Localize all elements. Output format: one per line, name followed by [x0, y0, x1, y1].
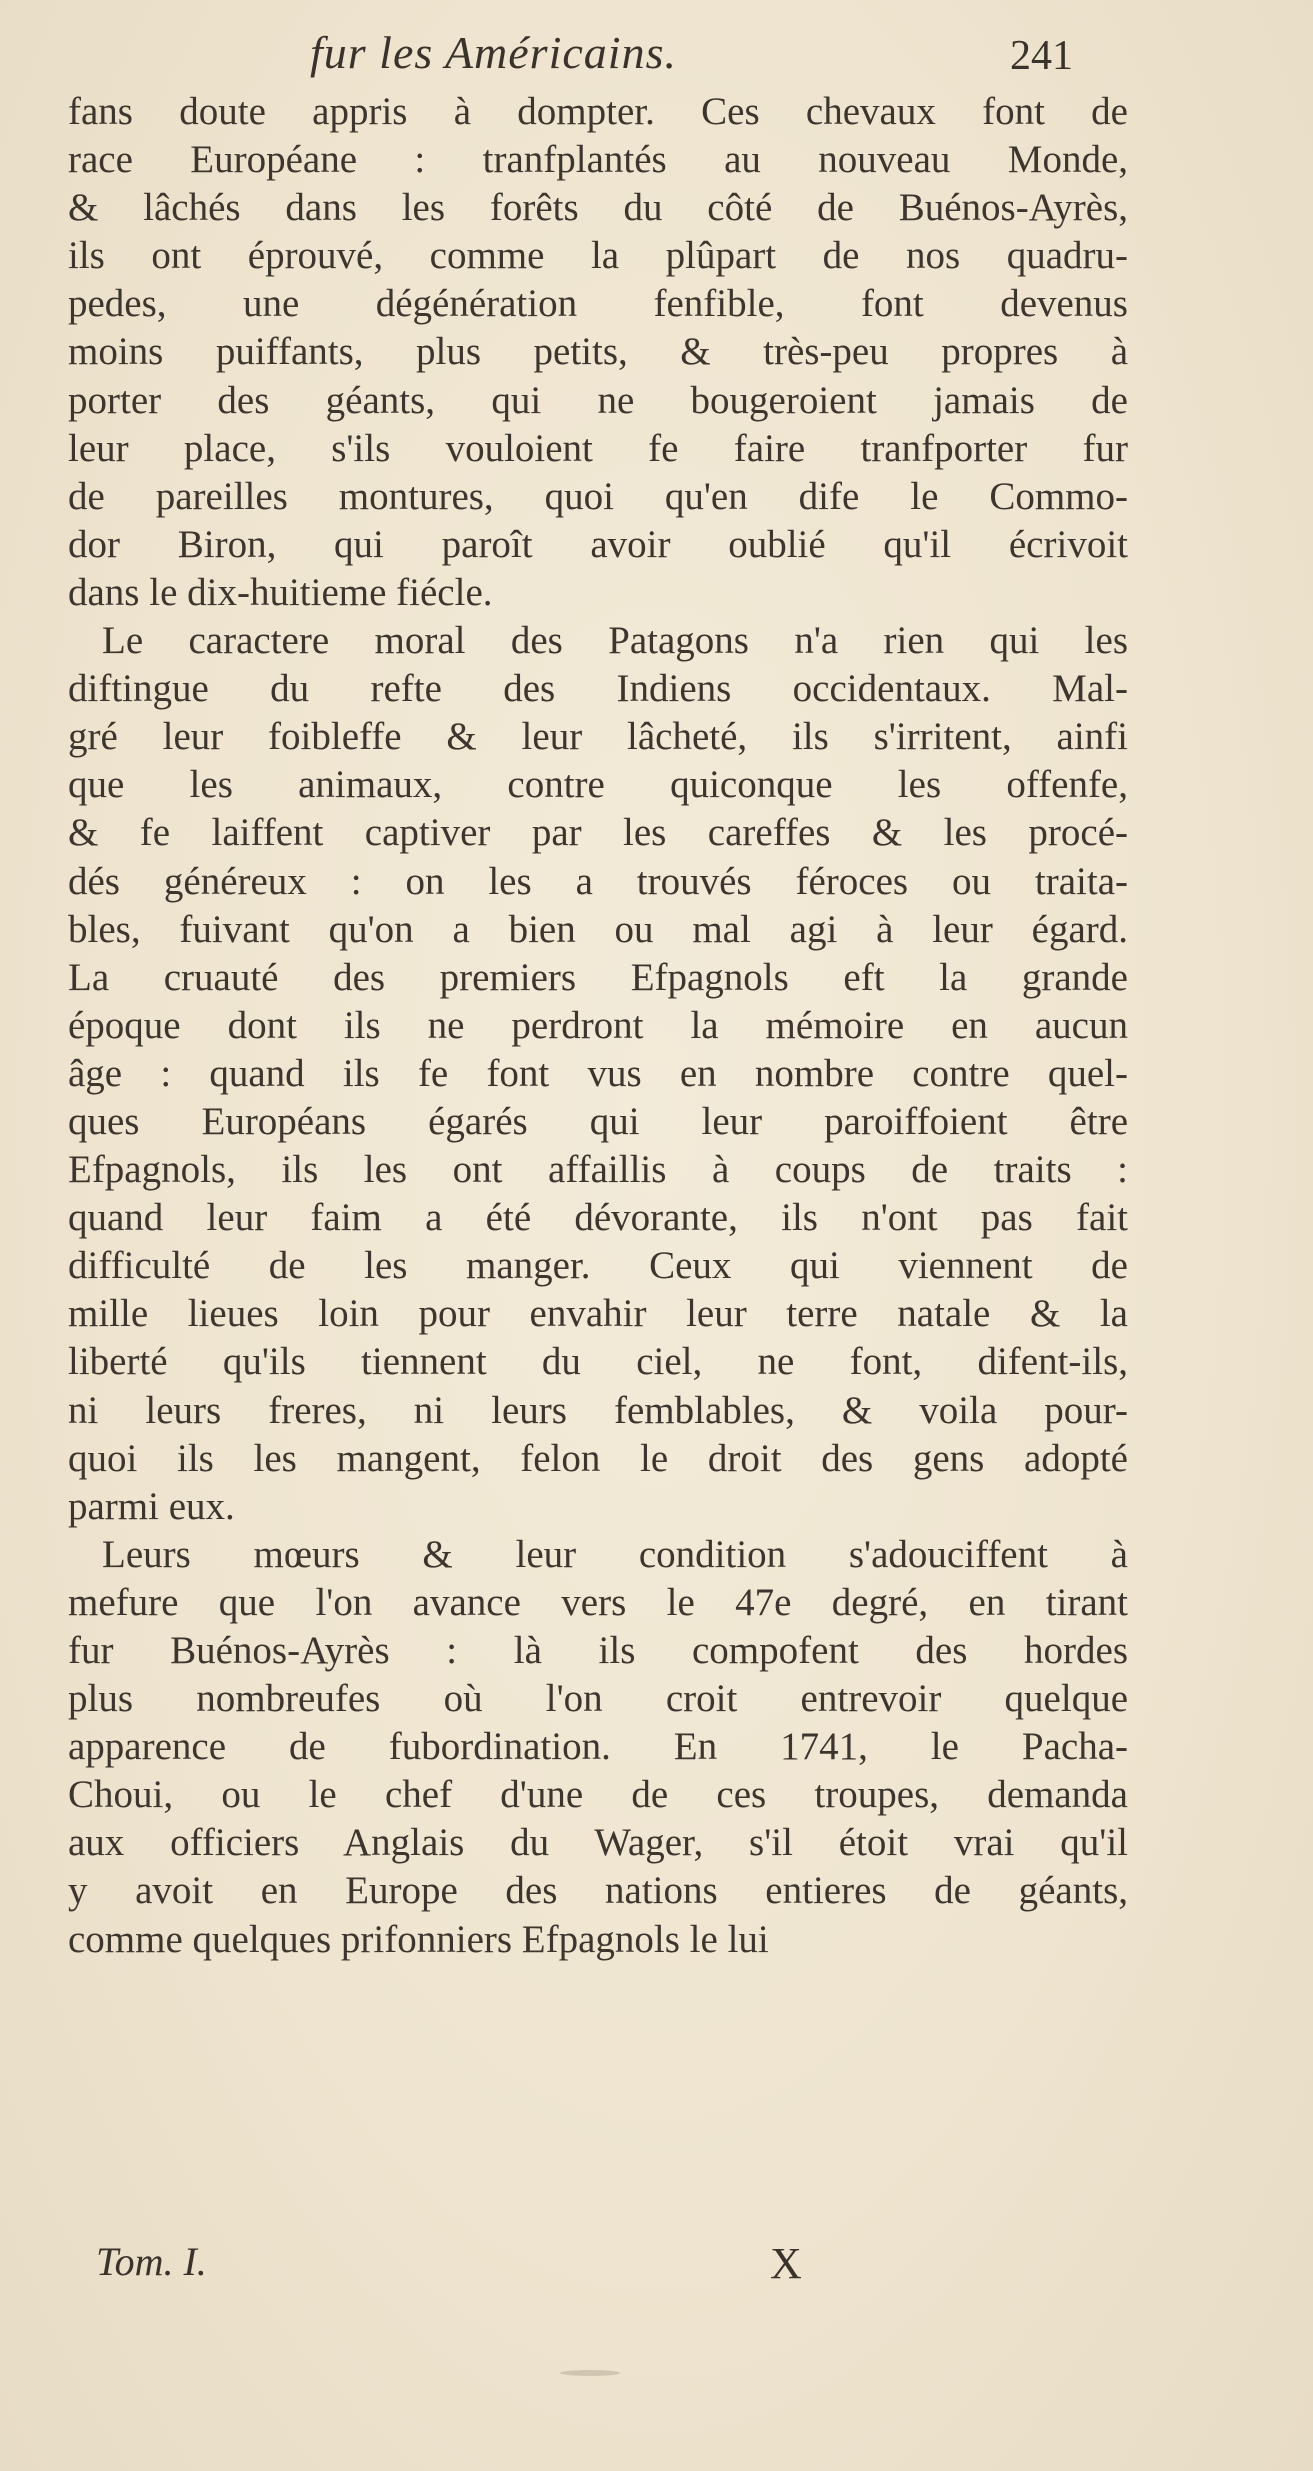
text-line: gré leur foibleffe & leur lâcheté, ils s'irritent, ainfi	[68, 715, 1128, 759]
text-line: apparence de fubordination. En 1741, le Pacha-	[68, 1725, 1128, 1769]
text-line: Leurs mœurs & leur condition s'adouciffent à	[102, 1532, 1128, 1576]
text-line: dans le dix-huitieme fiécle.	[68, 570, 493, 614]
text-line: ils ont éprouvé, comme la plûpart de nos quadru-	[68, 234, 1128, 278]
text-line: leur place, s'ils vouloient fe faire tranfporter fur	[68, 426, 1128, 470]
page-number: 241	[1010, 33, 1073, 79]
running-title: fur les Américains.	[310, 27, 677, 78]
text-line: dor Biron, qui paroît avoir oublié qu'il écrivoit	[68, 522, 1128, 566]
text-line: quand leur faim a été dévorante, ils n'ont pas fait	[68, 1196, 1128, 1240]
text-line: race Européane : tranfplantés au nouveau Monde,	[68, 138, 1128, 182]
text-line: mefure que l'on avance vers le 47e degré, en tirant	[68, 1580, 1128, 1624]
text-line: fans doute appris à dompter. Ces chevaux font de	[68, 90, 1128, 133]
text-line: diftingue du refte des Indiens occidentaux. Mal-	[68, 667, 1128, 711]
text-line: liberté qu'ils tiennent du ciel, ne font, difent-ils,	[68, 1340, 1128, 1384]
signature-mark: X	[770, 2239, 802, 2288]
text-line: Efpagnols, ils les ont affaillis à coups de traits :	[68, 1148, 1128, 1192]
page-header	[0, 22, 1313, 82]
volume-label: Tom. I.	[96, 2239, 207, 2284]
body-text	[68, 88, 1128, 1964]
text-line: y avoit en Europe des nations entieres de géants,	[68, 1869, 1128, 1913]
text-line: dés généreux : on les a trouvés féroces ou traita-	[68, 859, 1128, 903]
text-line: fur Buénos-Ayrès : là ils compofent des hordes	[68, 1629, 1128, 1672]
text-line: pedes, une dégénération fenfible, font devenus	[68, 282, 1128, 326]
text-line: mille lieues loin pour envahir leur terre natale & la	[68, 1292, 1128, 1336]
text-line: de pareilles montures, quoi qu'en dife le Commo-	[68, 474, 1128, 518]
text-line: bles, fuivant qu'on a bien ou mal agi à leur égard.	[68, 907, 1128, 951]
text-line: Choui, ou le chef d'une de ces troupes, demanda	[68, 1773, 1128, 1817]
page-footer	[0, 2238, 1313, 2298]
text-line: ni leurs freres, ni leurs femblables, & voila pour-	[68, 1388, 1128, 1432]
text-line: Le caractere moral des Patagons n'a rien qui les	[102, 619, 1128, 663]
text-line: aux officiers Anglais du Wager, s'il étoit vrai qu'il	[68, 1821, 1128, 1865]
text-line: & fe laiffent captiver par les careffes & les procé-	[68, 811, 1128, 855]
text-line: plus nombreufes où l'on croit entrevoir quelque	[68, 1677, 1128, 1721]
text-line: difficulté de les manger. Ceux qui viennent de	[68, 1244, 1128, 1288]
text-line: moins puiffants, plus petits, & très-peu propres à	[68, 330, 1128, 374]
text-line: La cruauté des premiers Efpagnols eft la grande	[68, 955, 1128, 999]
text-line: que les animaux, contre quiconque les offenfe,	[68, 763, 1128, 807]
text-line: âge : quand ils fe font vus en nombre contre quel-	[68, 1051, 1128, 1095]
text-line: quoi ils les mangent, felon le droit des gens adopté	[68, 1436, 1128, 1480]
text-line: & lâchés dans les forêts du côté de Buénos-Ayrès,	[68, 186, 1128, 230]
text-line: parmi eux.	[68, 1484, 235, 1528]
paper-smudge	[560, 2370, 620, 2376]
text-line: porter des géants, qui ne bougeroient jamais de	[68, 378, 1128, 422]
text-line: ques Européans égarés qui leur paroiffoient être	[68, 1099, 1128, 1143]
text-line: époque dont ils ne perdront la mémoire en aucun	[68, 1003, 1128, 1047]
text-line: comme quelques prifonniers Efpagnols le lui	[68, 1917, 769, 1961]
